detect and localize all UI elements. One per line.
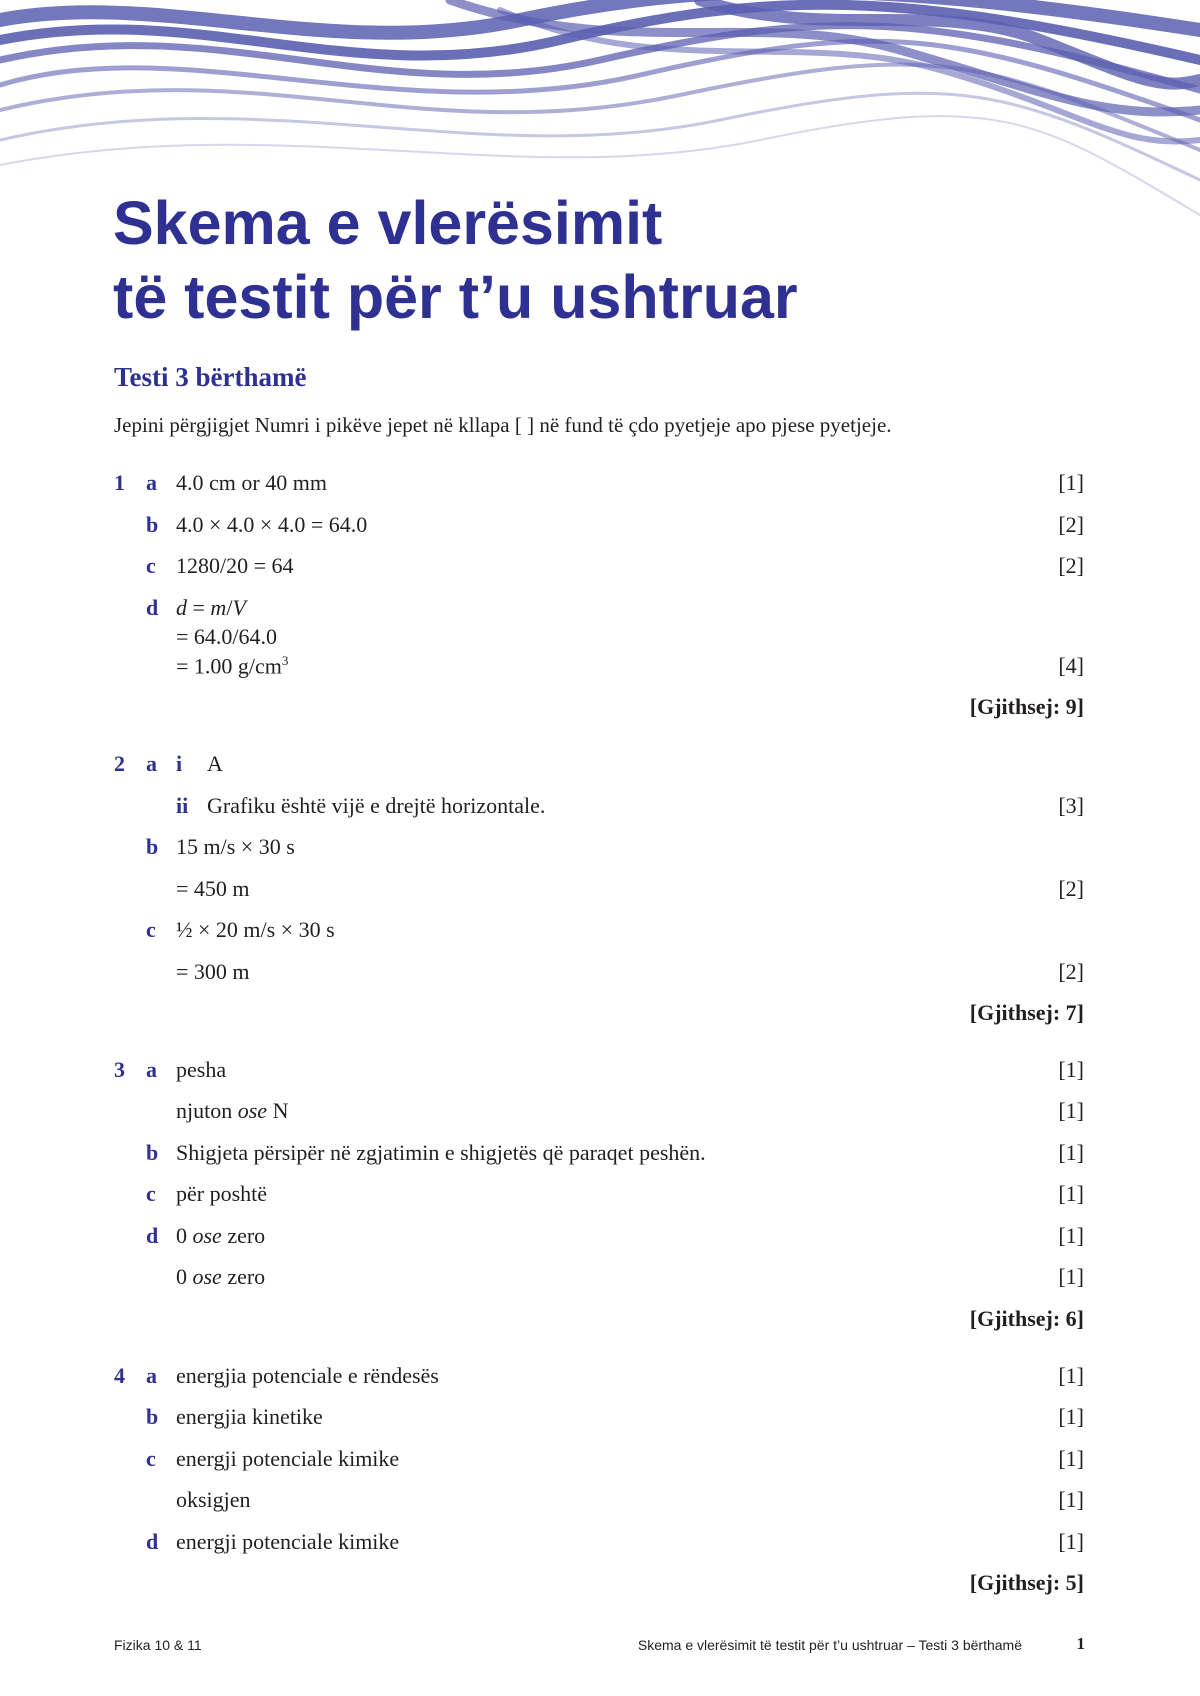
q3-part-d	[0, 1223, 1200, 1253]
part-label: b	[146, 1404, 159, 1429]
answer-text: 15 m/s × 30 s	[176, 834, 295, 859]
marks: [2]	[1058, 553, 1084, 578]
answer-word: njuton	[176, 1098, 238, 1123]
q2-part-c	[0, 917, 1200, 947]
answer-text	[176, 1223, 265, 1249]
marks: [2]	[1058, 876, 1084, 901]
q2-part-b	[0, 834, 1200, 864]
part-label: a	[146, 1363, 157, 1388]
footer-section-title: Skema e vlerësimit të testit për t’u ushtruar – Testi 3 bërthamë	[637, 1637, 1022, 1653]
part-label: b	[146, 512, 159, 537]
answer-word: zero	[221, 1264, 266, 1289]
footer-book-title: Fizika 10 & 11	[114, 1637, 202, 1653]
q1-part-d-line3	[0, 653, 1200, 683]
answer-text: oksigjen	[176, 1487, 251, 1512]
q2-part-c-line2	[0, 959, 1200, 989]
answer-value: = 1.00 g/cm	[176, 653, 282, 679]
ose-word: ose	[192, 1264, 222, 1289]
answer-word: 0	[176, 1264, 193, 1289]
answer-text: energji potenciale kimike	[176, 1529, 400, 1554]
part-label: b	[146, 1140, 159, 1165]
marks: [1]	[1058, 1404, 1084, 1429]
marks: [3]	[1058, 793, 1084, 818]
q2-part-a-i	[0, 751, 1200, 781]
marks: [1]	[1058, 1446, 1084, 1471]
answer-text: Grafiku është vijë e drejtë horizontale.	[207, 793, 546, 818]
marks: [1]	[1058, 1264, 1084, 1289]
q3-part-a-line2	[0, 1098, 1200, 1128]
eq-var-m: m	[210, 595, 227, 620]
part-label: a	[146, 1057, 157, 1082]
marks: [2]	[1058, 959, 1084, 984]
answer-text	[176, 653, 288, 679]
q4-total-row	[0, 1570, 1200, 1600]
q1-part-d	[0, 595, 1200, 625]
marks: [1]	[1058, 1181, 1084, 1206]
part-label: b	[146, 834, 159, 859]
part-label: c	[146, 1446, 156, 1471]
ose-word: ose	[192, 1223, 222, 1248]
part-label: d	[146, 1529, 159, 1554]
answer-word: 0	[176, 1223, 193, 1248]
marks: [1]	[1058, 1487, 1084, 1512]
marks: [4]	[1058, 653, 1084, 678]
answer-text: pesha	[176, 1057, 227, 1082]
marks: [1]	[1058, 1098, 1084, 1123]
question-number: 3	[114, 1057, 125, 1082]
answer-text: Shigjeta përsipër në zgjatimin e shigjetës që paraqet peshën.	[176, 1140, 706, 1165]
question-number: 2	[114, 751, 125, 776]
part-label: d	[146, 1223, 159, 1248]
q3-part-b	[0, 1140, 1200, 1170]
answer-text: për poshtë	[176, 1181, 268, 1206]
q4-part-c	[0, 1446, 1200, 1476]
title-line-1: Skema e vlerësimit	[113, 189, 663, 257]
answer-text: A	[207, 751, 223, 776]
q2-total-row	[0, 1000, 1200, 1030]
q4-part-c-line2	[0, 1487, 1200, 1517]
page-number: 1	[1076, 1634, 1085, 1653]
q2-part-b-line2	[0, 876, 1200, 906]
answer-text	[176, 1264, 265, 1290]
question-number: 4	[114, 1363, 125, 1388]
q1-part-d-line2	[0, 624, 1200, 654]
eq-var-d: d	[176, 595, 187, 620]
ose-word: ose	[237, 1098, 268, 1123]
total-marks: [Gjithsej: 6]	[969, 1306, 1084, 1331]
part-label: c	[146, 917, 156, 942]
q4-part-a	[0, 1363, 1200, 1393]
eq-var-v: V	[232, 595, 246, 620]
q3-total-row	[0, 1306, 1200, 1336]
answer-text: = 450 m	[176, 876, 250, 901]
q2-part-a-ii	[0, 793, 1200, 823]
total-marks: [Gjithsej: 7]	[969, 1000, 1084, 1025]
subpart-label: i	[176, 751, 183, 776]
total-marks: [Gjithsej: 9]	[969, 694, 1084, 719]
part-label: c	[146, 1181, 156, 1206]
answer-text: 4.0 cm or 40 mm	[176, 470, 327, 495]
answer-text: energji potenciale kimike	[176, 1446, 400, 1471]
title-line-2: të testit për t’u ushtruar	[113, 263, 798, 331]
answer-text: = 64.0/64.0	[176, 624, 278, 649]
part-label: c	[146, 553, 156, 578]
q1-total-row	[0, 694, 1200, 724]
marks: [2]	[1058, 512, 1084, 537]
q1-part-c	[0, 553, 1200, 583]
q3-part-c	[0, 1181, 1200, 1211]
total-marks: [Gjithsej: 5]	[969, 1570, 1084, 1595]
marks: [1]	[1058, 470, 1084, 495]
q3-part-d-line2	[0, 1264, 1200, 1294]
answer-text: 1280/20 = 64	[176, 553, 294, 578]
question-number: 1	[114, 470, 125, 495]
q3-part-a	[0, 1057, 1200, 1087]
answer-text: ½ × 20 m/s × 30 s	[176, 917, 335, 942]
answer-text: energjia kinetike	[176, 1404, 323, 1429]
marks: [1]	[1058, 1223, 1084, 1248]
subpart-label: ii	[176, 793, 189, 818]
marks: [1]	[1058, 1363, 1084, 1388]
answer-word: zero	[221, 1223, 266, 1248]
marks: [1]	[1058, 1140, 1084, 1165]
answer-text: 4.0 × 4.0 × 4.0 = 64.0	[176, 512, 368, 537]
answer-text	[176, 1098, 288, 1124]
eq-slash: /	[226, 595, 233, 620]
page-title	[113, 186, 798, 334]
marks: [1]	[1058, 1529, 1084, 1554]
q4-part-d	[0, 1529, 1200, 1559]
marks: [1]	[1058, 1057, 1084, 1082]
test-subtitle: Testi 3 bërthamë	[114, 362, 307, 392]
answer-text: = 300 m	[176, 959, 250, 984]
answer-text: energjia potenciale e rëndesës	[176, 1363, 439, 1388]
q4-part-b	[0, 1404, 1200, 1434]
instructions-text: Jepini përgjigjet Numri i pikëve jepet në kllapa [ ] në fund të çdo pyetjeje apo pjese pyetjeje.	[114, 413, 892, 437]
answer-word: N	[267, 1098, 289, 1123]
part-label: a	[146, 751, 157, 776]
part-label: d	[146, 595, 159, 620]
answer-equation	[176, 595, 246, 621]
eq-equals: =	[187, 595, 211, 620]
q1-part-a	[0, 470, 1200, 500]
part-label: a	[146, 470, 157, 495]
superscript: 3	[281, 653, 289, 668]
q1-part-b	[0, 512, 1200, 542]
